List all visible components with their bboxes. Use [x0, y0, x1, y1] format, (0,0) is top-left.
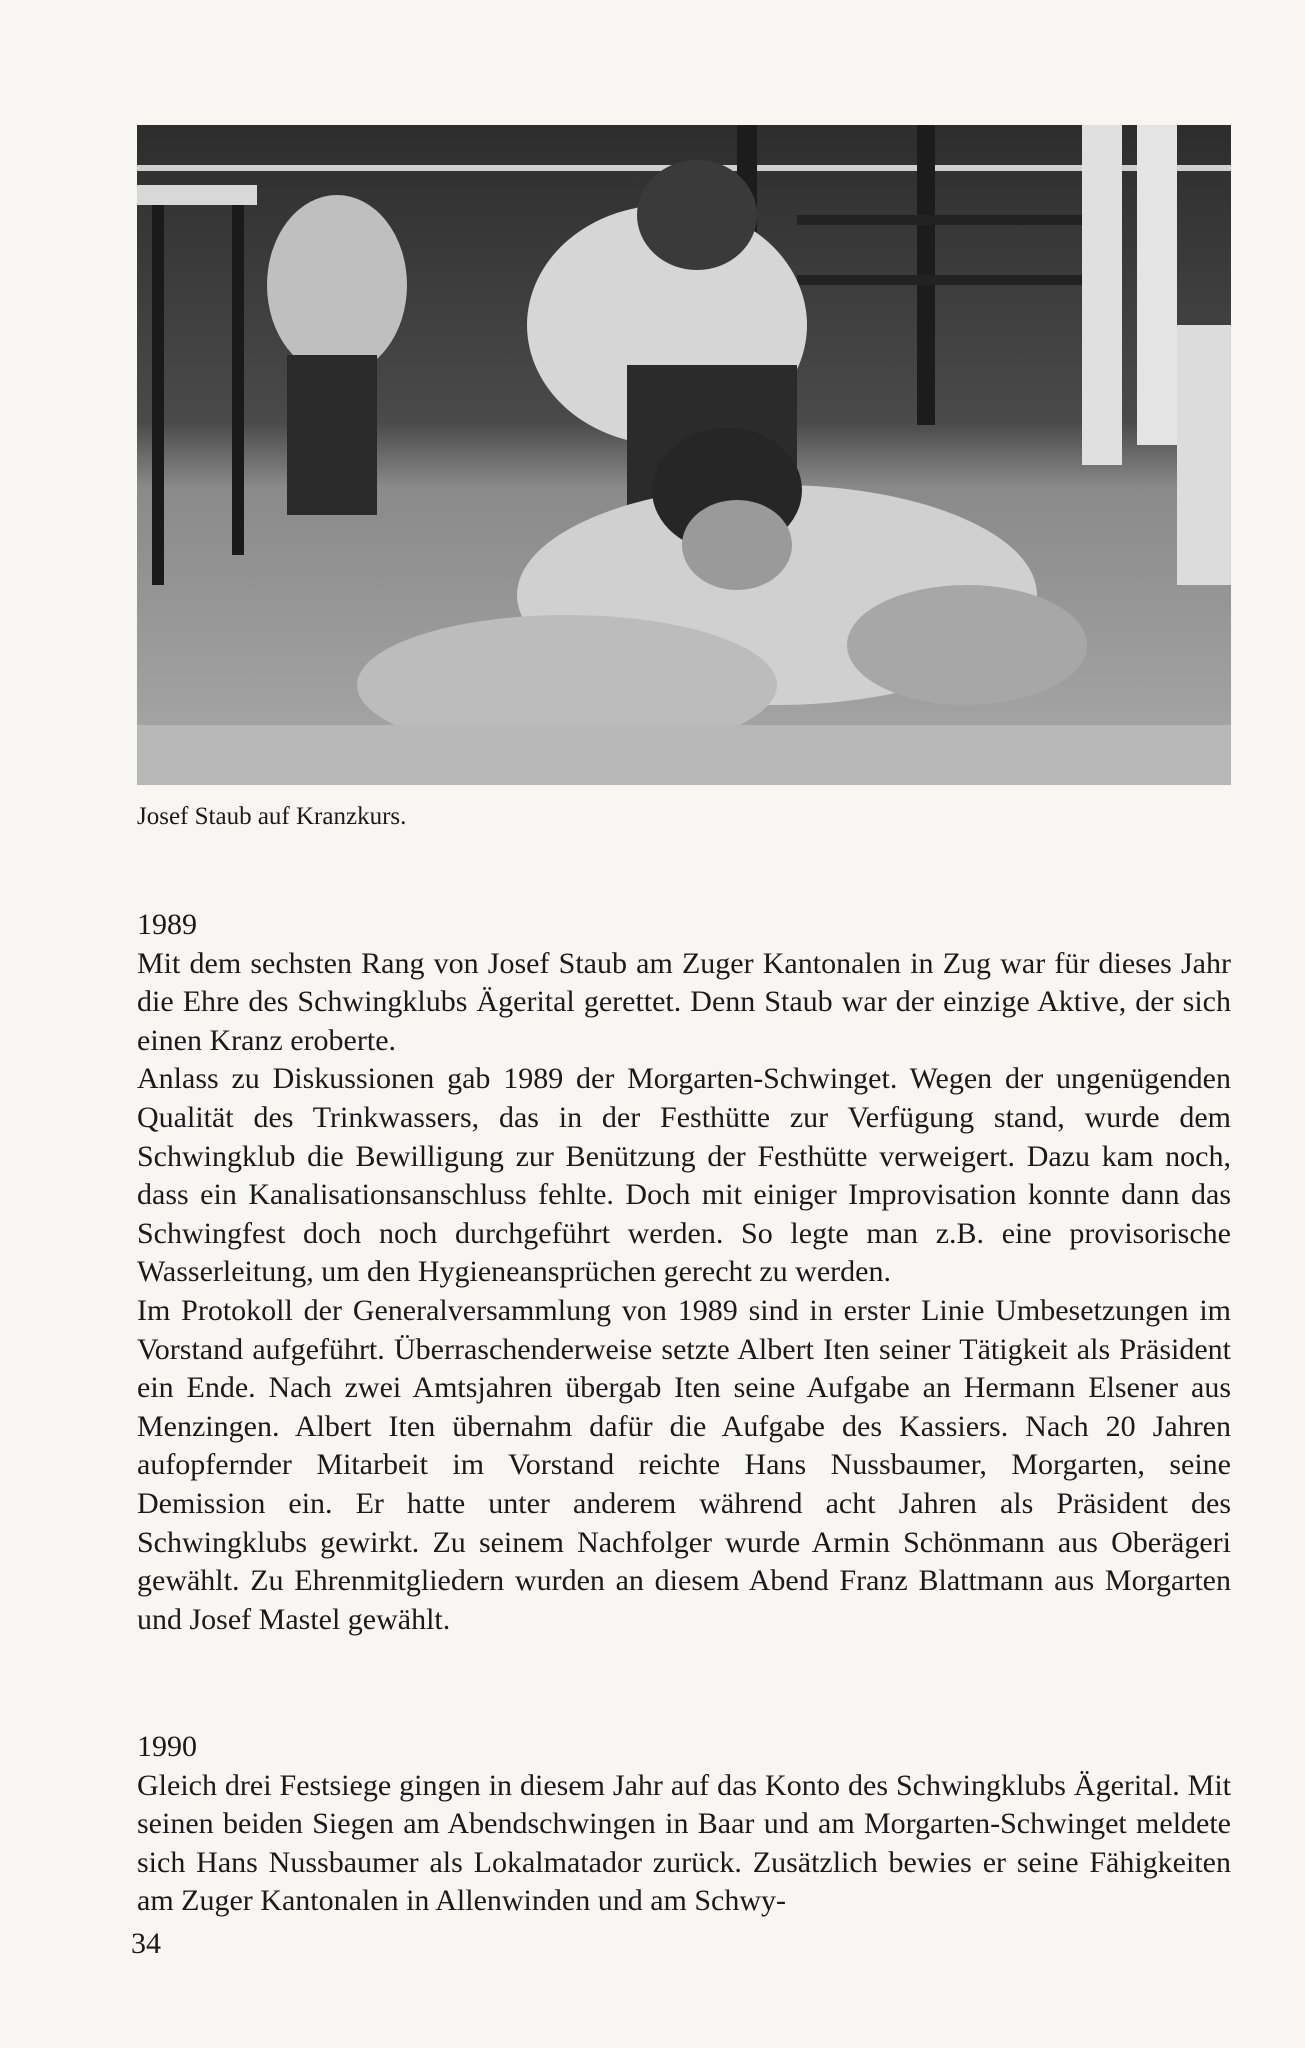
section-1989 — [137, 906, 1231, 1639]
paragraph: Anlass zu Diskussionen gab 1989 der Morgarten-Schwinget. Wegen der ungenügenden Qualität des Trinkwassers, das in der Festhütte zur Verfügung stand, wurde dem Schwingklub die Bewilligung zur Benützung der Festhütte verweigert. Dazu kam noch, dass ein Kanalisationsanschluss fehlte. Doch mit einiger Improvisation konnte dann das Schwingfest doch noch durchgeführt werden. So legte man z.B. eine provisorische Wasserleitung, um den Hygieneansprüchen gerecht zu werden. — [137, 1062, 1231, 1289]
page-number: 34 — [131, 1927, 161, 1960]
paragraph: Im Protokoll der Generalversammlung von 1989 sind in erster Linie Umbesetzungen im Vorstand aufgeführt. Überraschenderweise setzte Albert Iten seiner Tätigkeit als Präsident ein Ende. Nach zwei Amtsjahren übergab Iten seine Aufgabe an Hermann Elsener aus Menzingen. Albert Iten übernahm dafür die Aufgabe des Kassiers. Nach 20 Jahren aufopfernder Mitarbeit im Vorstand reichte Hans Nussbaumer, Morgarten, seine Demission ein. Er hatte unter anderem während acht Jahren als Präsident des Schwingklubs gewirkt. Zu seinem Nachfolger wurde Armin Schönmann aus Oberägeri gewählt. Zu Ehrenmitgliedern wurden an diesem Abend Franz Blattmann aus Morgarten und Josef Mastel gewählt. — [137, 1293, 1231, 1636]
wrestling-photo-image — [137, 125, 1231, 785]
paragraph: Mit dem sechsten Rang von Josef Staub am Zuger Kantonalen in Zug war für dieses Jahr die Ehre des Schwingklubs Ägerital gerettet. Denn Staub war der einzige Aktive, der sich einen Kranz eroberte. — [137, 946, 1231, 1057]
paragraph: Gleich drei Festsiege gingen in diesem Jahr auf das Konto des Schwingklubs Ägerital. Mit seinen beiden Siegen am Abendschwingen in Baar und am Morgarten-Schwinget meldete sich Hans Nussbaumer als Lokalmatador zurück. Zusätzlich bewies er seine Fähigkeiten am Zuger Kantonalen in Allenwinden und am Schwy- — [137, 1768, 1231, 1918]
section-1990 — [137, 1728, 1231, 1921]
section-year: 1989 — [137, 908, 197, 941]
wrestling-photo — [137, 125, 1231, 785]
photo-caption: Josef Staub auf Kranzkurs. — [137, 803, 407, 830]
section-year: 1990 — [137, 1730, 197, 1763]
